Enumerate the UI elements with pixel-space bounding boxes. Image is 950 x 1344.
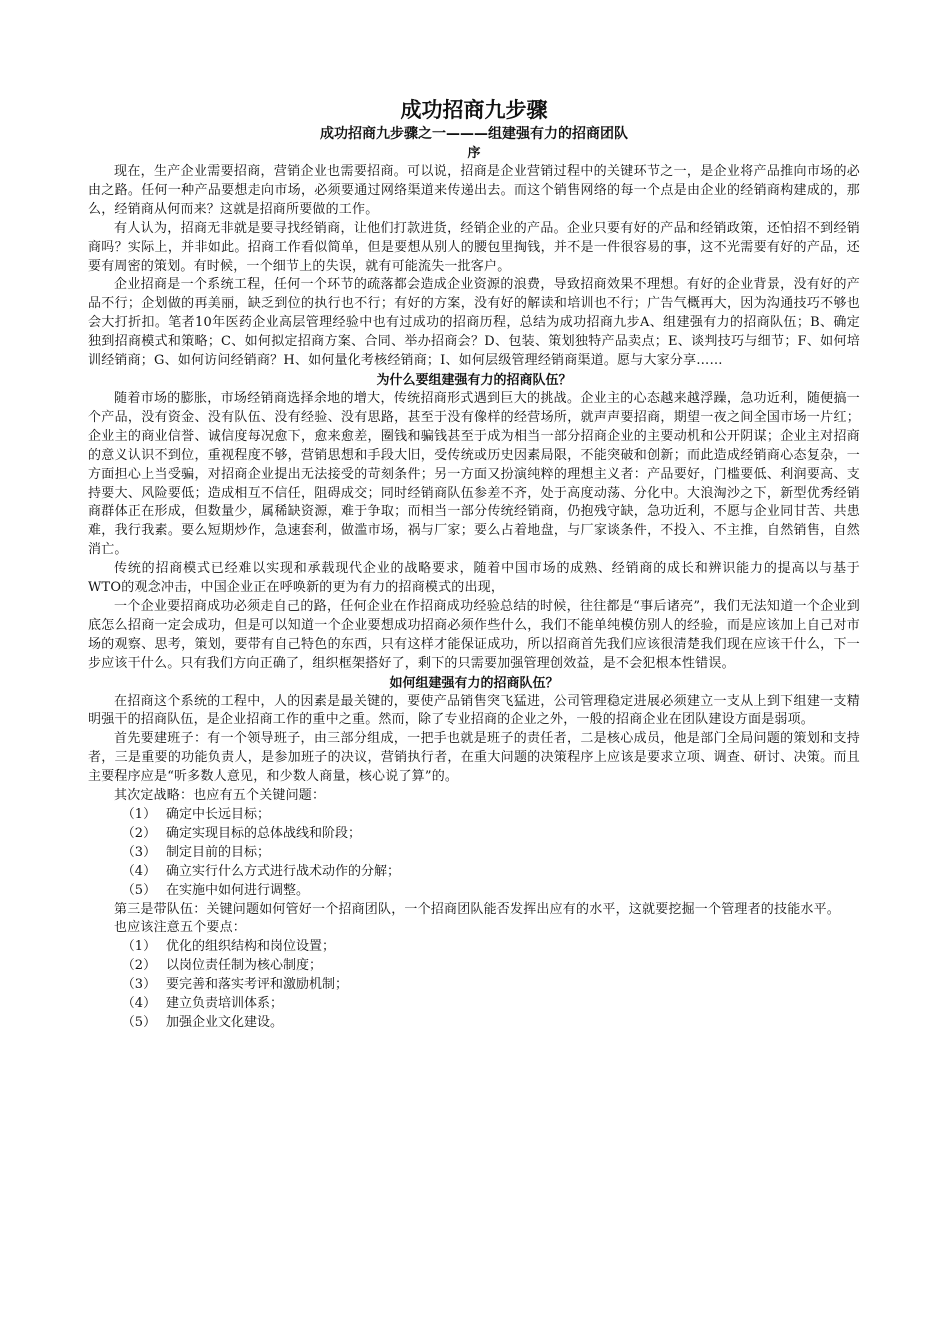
- list-item-text: 要完善和落实考评和激励机制；: [165, 977, 348, 993]
- list-item-number: （5）: [121, 882, 157, 898]
- paragraph: 传统的招商模式已经难以实现和承载现代企业的战略要求，随着中国市场的成熟、经销商的成长和辨识能力的提高以与基于WTO的观念冲击，中国企业正在呼唤新的更为有力的招商模式的出现，: [88, 561, 860, 596]
- list-item-number: （1）: [121, 807, 157, 822]
- list-item-text: 确定实现目标的总体战线和阶段；: [165, 825, 361, 841]
- strategy-list: [88, 806, 860, 901]
- list-item: [88, 976, 860, 995]
- list-item: [88, 825, 860, 844]
- paragraph: 第三是带队伍：关键问题如何管好一个招商团队，一个招商团队能否发挥出应有的水平，这就要挖掘一个管理者的技能水平。: [114, 901, 841, 917]
- team-list: [88, 938, 860, 1033]
- list-item-number: （5）: [121, 1014, 157, 1030]
- preface-heading: 序: [467, 146, 481, 161]
- document-title: 成功招商九步骤: [400, 98, 548, 122]
- paragraph: 也应该注意五个要点：: [114, 920, 247, 936]
- list-item: [88, 844, 860, 863]
- section-heading-how: 如何组建强有力的招商队伍？: [389, 675, 559, 691]
- list-item-text: 优化的组织结构和岗位设置；: [165, 939, 335, 955]
- document-page: [88, 96, 860, 1033]
- paragraph: 在招商这个系统的工程中，人的因素是最关键的，要使产品销售突飞猛进，公司管理稳定进展必须建立一支从上到下组建一支精明强干的招商队伍，是企业招商工作的重中之重。然而，除了专业招商的企业之外，一般的招商企业在团队建设方面是弱项。: [88, 693, 860, 728]
- list-item-number: （1）: [121, 939, 157, 955]
- paragraph: 现在，生产企业需要招商，营销企业也需要招商。可以说，招商是企业营销过程中的关键环节之一，是企业将产品推向市场的必由之路。任何一种产品要想走向市场，必须要通过网络渠道来传递出去。而这个销售网络的每一个点是由企业的经销商构建成的，那么，经销商从何而来？这就是招商所要做的工作。: [88, 164, 860, 217]
- paragraph: 有人认为，招商无非就是要寻找经销商，让他们打款进货，经销企业的产品。企业只要有好的产品和经销政策，还怕招不到经销商吗？实际上，并非如此。招商工作看似简单，但是要想从别人的腰包里掏钱，并不是一件很容易的事，这不光需要有好的产品，还要有周密的策划。有时候，一个细节上的失误，就有可能流失一批客户。: [88, 220, 860, 274]
- list-item-text: 加强企业文化建设。: [165, 1014, 283, 1030]
- paragraph: 其次定战略：也应有五个关键问题：: [114, 788, 326, 804]
- list-item: [88, 882, 860, 901]
- list-item-number: （3）: [121, 977, 157, 993]
- paragraph: 企业招商是一个系统工程，任何一个环节的疏落都会造成企业资源的浪费，导致招商效果不理想。有好的企业背景，没有好的产品不行；企划做的再美丽，缺乏到位的执行也不行；有好的方案，没有好的解读和培训也不行；广告气概再大，因为沟通技巧不够也会大打折扣。笔者10年医药企业高层管理经验中也有过成功的招商历程，总结为成功招商九步A、组建强有力的招商队伍；B、确定独到招商模式和策略；C、如何拟定招商方案、合同、举办招商会？D、包装、策划独特产品卖点；E、谈判技巧与细节；F、如何培训经销商；G、如何访问经销商？H、如何量化考核经销商；I、如何层级管理经销商渠道。愿与大家分享……: [88, 277, 860, 369]
- list-item: [88, 1014, 860, 1033]
- list-item-text: 以岗位责任制为核心制度；: [165, 958, 322, 974]
- paragraph: 一个企业要招商成功必须走自己的路，任何企业在作招商成功经验总结的时候，往往都是“事后诸亮”，我们无法知道一个企业到底怎么招商一定会成功，但是可以知道一个企业要想成功招商必须作些什么，我们不能单纯模仿别人的经验，而是应该加上自己对市场的观察、思考，策划，要带有自己特色的东西，只有这样才能保证成功，所以招商首先我们应该很清楚我们现在应该干什么，下一步应该干什么。只有我们方向正确了，组织框架搭好了，剩下的只需要加强管理创效益，是不会犯根本性错误。: [88, 598, 860, 671]
- list-item-number: （2）: [121, 825, 157, 841]
- list-item-text: 确立实行什么方式进行战术动作的分解；: [165, 863, 400, 879]
- list-item-number: （2）: [121, 958, 157, 974]
- list-item: [88, 995, 860, 1014]
- list-item-text: 建立负责培训体系；: [165, 996, 283, 1012]
- paragraph: 首先要建班子：有一个领导班子，由三部分组成，一把手也就是班子的责任者，二是核心成员，他是部门全局问题的策划和支持者，三是重要的功能负责人，是参加班子的决议，营销执行者，在重大问题的决策程序上应该是要求立项、调查、研讨、决策。而且主要程序应是“听多数人意见，和少数人商量，核心说了算”的。: [88, 731, 860, 785]
- paragraph: 随着市场的膨胀，市场经销商选择余地的增大，传统招商形式遇到巨大的挑战。企业主的心态越来越浮躁，急功近利，随便搞一个产品，没有资金、没有队伍、没有经验、没有思路，甚至于没有像样的经营场所，就声声要招商，期望一夜之间全国市场一片红；企业主的商业信誉、诚信度每况愈下，愈来愈差，圈钱和骗钱甚至于成为相当一部分招商企业的主要动机和公开阴谋；企业主对招商的意义认识不到位，重视程度不够，营销思想和手段大旧，受传统或历史因素局限，不能突破和创新；而此造成经销商心态复杂，一方面担心上当受骗，对招商企业提出无法接受的苛刻条件；另一方面又扮演纯粹的理想主义者：产品要好，门槛要低、利润要高、支持要大、风险要低；造成相互不信任，阻碍成交；同时经销商队伍参差不齐，处于高度动荡、分化中。大浪淘沙之下，新型优秀经销商群体正在形成，但数量少，属稀缺资源，难于争取；而相当一部分传统经销商，仍抱残守缺，急功近利，不愿与企业同甘苦、共患难，我行我素。要么短期炒作，急速套利，做滥市场，祸与厂家；要么占着地盘，与厂家谈条件，不投入、不主推，自然销售，自然消亡。: [88, 390, 860, 558]
- list-item-text: 在实施中如何进行调整。: [165, 882, 309, 898]
- list-item: [88, 938, 860, 957]
- list-item-text: 确定中长远目标；: [165, 807, 270, 822]
- list-item: [88, 806, 860, 825]
- document-subtitle: 成功招商九步骤之一———组建强有力的招商团队: [320, 126, 628, 142]
- list-item: [88, 957, 860, 976]
- list-item-number: （3）: [121, 844, 157, 860]
- list-item: [88, 863, 860, 882]
- section-heading-why: 为什么要组建强有力的招商队伍？: [376, 372, 572, 388]
- list-item-number: （4）: [121, 863, 157, 879]
- list-item-number: （4）: [121, 996, 157, 1012]
- list-item-text: 制定目前的目标；: [165, 844, 270, 860]
